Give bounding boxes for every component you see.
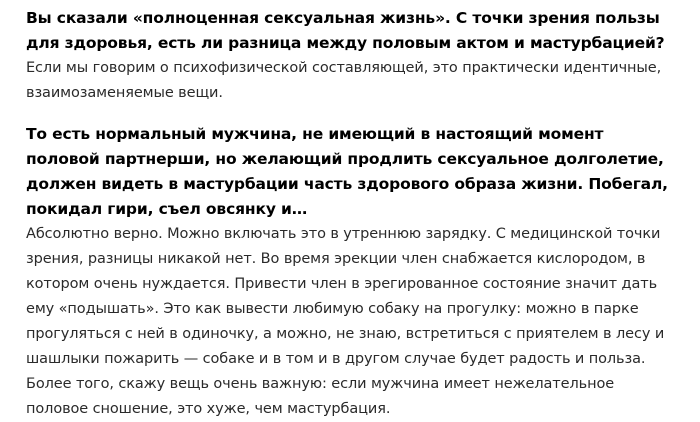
qa-block-1 — [26, 6, 674, 106]
qa-block-2 — [26, 122, 674, 422]
interview-question: То есть нормальный мужчина, не имеющий в настоящий момент половой партнерши, но желающий продлить сексуальное долголетие, должен видеть в мастурбации часть здорового образа жизни. Побегал, покидал гири, съел овсянку и… — [26, 125, 668, 218]
interview-answer: Если мы говорим о психофизической составляющей, это практически идентичные, взаимозаменяемые вещи. — [26, 60, 662, 101]
interview-question: Вы сказали «полноценная сексуальная жизнь». С точки зрения пользы для здоровья, есть ли разница между половым актом и мастурбацией? — [26, 9, 665, 52]
interview-answer: Абсолютно верно. Можно включать это в утреннюю зарядку. С медицинской точки зрения, разницы никакой нет. Во время эрекции член снабжается кислородом, в котором очень нуждается. Привести член в эрегированное состояние значит дать ему «подышать». Это как вывести любимую собаку на прогулку: можно в парке прогуляться с ней в одиночку, а можно, не знаю, встретиться с приятелем в лесу и шашлыки пожарить — собаке и в том и в другом случае будет радость и польза. Более того, скажу вещь очень важную: если мужчина имеет нежелательное половое сношение, это хуже, чем мастурбация. — [26, 226, 665, 417]
